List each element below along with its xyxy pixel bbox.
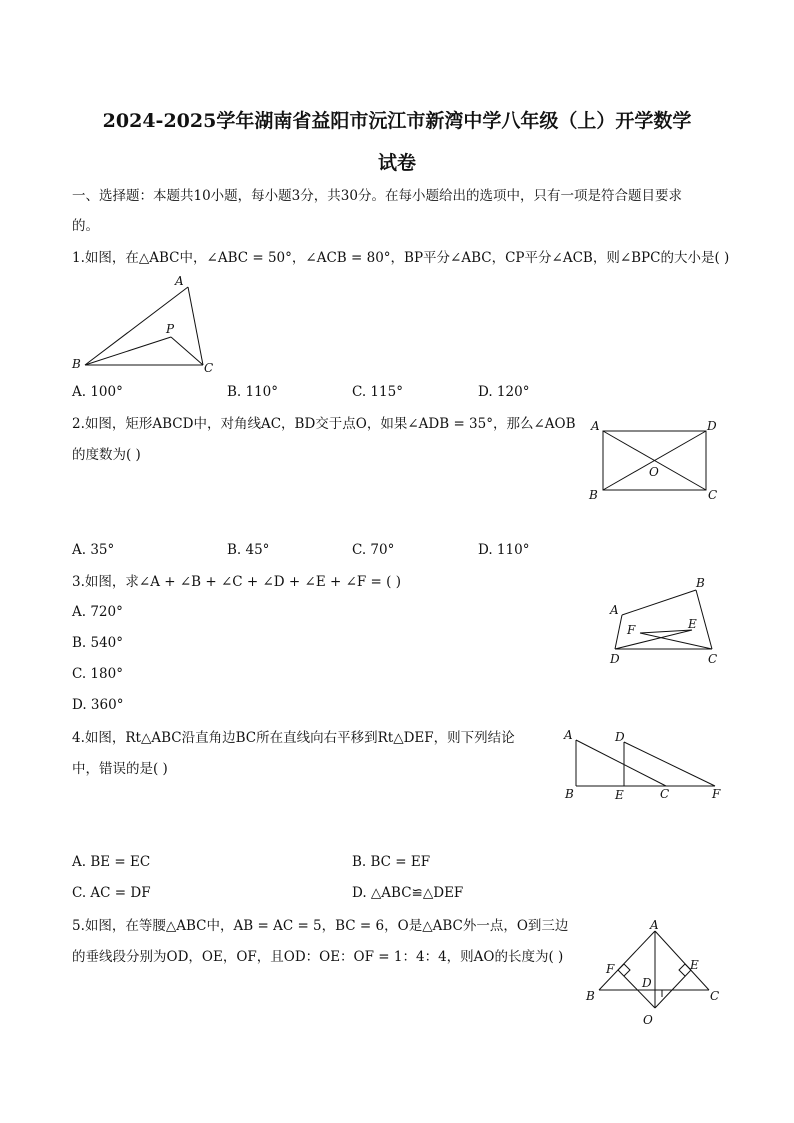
q1-label-a: A bbox=[175, 274, 184, 288]
q2-stem-line2: 的度数为( ) bbox=[72, 447, 141, 463]
q4-label-b: B bbox=[565, 787, 574, 801]
q3-label-b: B bbox=[696, 576, 705, 590]
q1-segment-bp bbox=[85, 337, 171, 365]
q2-option-b[interactable]: B. 45° bbox=[227, 542, 270, 558]
q1-option-d[interactable]: D. 120° bbox=[478, 384, 530, 400]
q4-label-f: F bbox=[712, 787, 721, 801]
q5-segment-oe bbox=[655, 970, 691, 1008]
q2-label-o: O bbox=[649, 465, 659, 479]
q5-label-a: A bbox=[650, 918, 659, 932]
q3-segment-fc bbox=[640, 633, 712, 649]
q3-label-d: D bbox=[610, 652, 620, 666]
q5-label-c: C bbox=[710, 989, 720, 1003]
q2-label-b: B bbox=[589, 488, 598, 502]
section-heading-line2: 的。 bbox=[72, 218, 99, 234]
exam-title-line2: 试卷 bbox=[377, 152, 416, 174]
q5-label-e: E bbox=[690, 958, 699, 972]
q3-option-d[interactable]: D. 360° bbox=[72, 697, 124, 713]
q2-figure bbox=[585, 414, 725, 509]
q1-option-c[interactable]: C. 115° bbox=[352, 384, 403, 400]
q3-label-f: F bbox=[627, 623, 636, 637]
q5-figure bbox=[580, 915, 730, 1030]
q5-right-angle-f bbox=[618, 964, 630, 976]
q4-option-d[interactable]: D. △ABC≌△DEF bbox=[352, 885, 464, 901]
q1-label-c: C bbox=[204, 361, 214, 375]
q1-stem: 1.如图，在△ABC中，∠ABC = 50°，∠ACB = 80°，BP平分∠ABC，CP平分∠ACB，则∠BPC的大小是( ) bbox=[72, 250, 730, 266]
exam-title-line1: 2024-2025学年湖南省益阳市沅江市新湾中学八年级（上）开学数学 bbox=[102, 110, 692, 132]
q5-stem-line1: 5.如图，在等腰△ABC中，AB = AC = 5，BC = 6，O是△ABC外一点，O到三边 bbox=[72, 918, 569, 934]
q2-option-d[interactable]: D. 110° bbox=[478, 542, 530, 558]
q1-option-b[interactable]: B. 110° bbox=[227, 384, 279, 400]
q4-side-df bbox=[624, 742, 715, 786]
q5-side-ac bbox=[655, 931, 709, 990]
q3-label-a: A bbox=[610, 603, 619, 617]
q4-option-c[interactable]: C. AC = DF bbox=[72, 885, 151, 901]
q3-segment-bc bbox=[696, 590, 712, 649]
section-heading-line1: 一、选择题：本题共10小题，每小题3分，共30分。在每小题给出的选项中，只有一项是符合题目要求 bbox=[72, 188, 682, 204]
q3-option-c[interactable]: C. 180° bbox=[72, 666, 123, 682]
q1-label-p: P bbox=[166, 322, 175, 336]
q2-option-c[interactable]: C. 70° bbox=[352, 542, 395, 558]
q2-label-d: D bbox=[707, 419, 717, 433]
q3-label-c: C bbox=[708, 652, 718, 666]
q5-label-o: O bbox=[643, 1013, 653, 1027]
q3-figure bbox=[600, 572, 730, 672]
q4-label-a: A bbox=[564, 728, 573, 742]
q2-label-c: C bbox=[708, 488, 718, 502]
q4-figure bbox=[560, 726, 730, 806]
q2-stem-line1: 2.如图，矩形ABCD中，对角线AC，BD交于点O，如果∠ADB = 35°，那么∠AOB bbox=[72, 416, 576, 432]
q2-label-a: A bbox=[591, 419, 600, 433]
q5-right-angle-d bbox=[655, 990, 662, 997]
q3-option-b[interactable]: B. 540° bbox=[72, 635, 124, 651]
q5-label-b: B bbox=[586, 989, 595, 1003]
q5-stem-line2: 的垂线段分别为OD，OE，OF，且OD：OE：OF = 1：4：4，则AO的长度为( ) bbox=[72, 949, 564, 965]
q4-stem-line2: 中，错误的是( ) bbox=[72, 761, 168, 777]
q1-option-a[interactable]: A. 100° bbox=[72, 384, 123, 400]
q5-label-f: F bbox=[606, 962, 615, 976]
q3-label-e: E bbox=[688, 617, 697, 631]
q1-figure bbox=[68, 270, 228, 380]
q3-segment-ad bbox=[615, 615, 622, 649]
q4-label-c: C bbox=[660, 787, 670, 801]
q4-option-b[interactable]: B. BC = EF bbox=[352, 854, 431, 870]
q1-label-b: B bbox=[72, 357, 81, 371]
q3-stem: 3.如图，求∠A + ∠B + ∠C + ∠D + ∠E + ∠F = ( ) bbox=[72, 574, 401, 590]
q4-side-ac bbox=[576, 740, 666, 786]
q3-segment-ab bbox=[622, 590, 696, 615]
q2-option-a[interactable]: A. 35° bbox=[72, 542, 115, 558]
q3-option-a[interactable]: A. 720° bbox=[72, 604, 123, 620]
q5-label-d: D bbox=[642, 976, 652, 990]
q4-label-d: D bbox=[615, 730, 625, 744]
q4-stem-line1: 4.如图，Rt△ABC沿直角边BC所在直线向右平移到Rt△DEF，则下列结论 bbox=[72, 730, 515, 746]
q4-option-a[interactable]: A. BE = EC bbox=[72, 854, 151, 870]
q4-label-e: E bbox=[615, 788, 624, 802]
